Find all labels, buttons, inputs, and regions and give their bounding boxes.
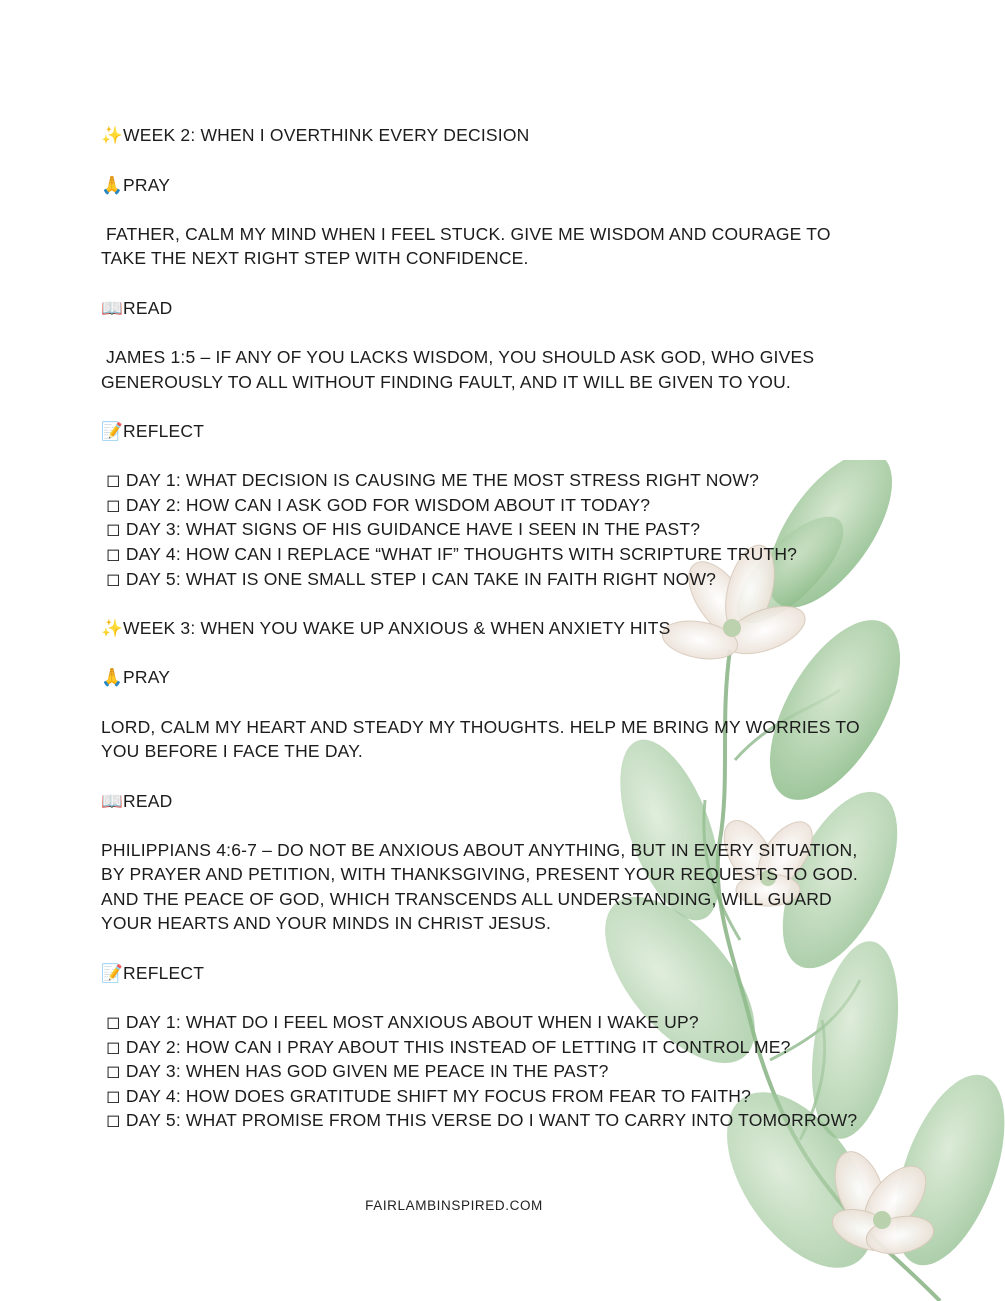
week2-reflect-label: 📝REFLECT — [101, 419, 204, 444]
praying-hands-icon: 🙏 — [101, 667, 123, 687]
memo-icon: 📝 — [101, 421, 123, 441]
week2-day-item: ◻ DAY 5: WHAT IS ONE SMALL STEP I CAN TAKE IN FAITH RIGHT NOW? — [101, 569, 717, 589]
praying-hands-icon: 🙏 — [101, 175, 123, 195]
week3-day-item: ◻ DAY 4: HOW DOES GRATITUDE SHIFT MY FOCUS FROM FEAR TO FAITH? — [101, 1086, 752, 1106]
week3-heading: ✨WEEK 3: WHEN YOU WAKE UP ANXIOUS & WHEN ANXIETY HITS — [101, 616, 671, 641]
week3-day-item: ◻ DAY 5: WHAT PROMISE FROM THIS VERSE DO I WANT TO CARRY INTO TOMORROW? — [101, 1110, 858, 1130]
sparkles-icon: ✨ — [101, 125, 123, 145]
week3-read-label: 📖READ — [101, 789, 172, 814]
week2-prayer-text: FATHER, CALM MY MIND WHEN I FEEL STUCK. GIVE ME WISDOM AND COURAGE TO — [101, 224, 831, 244]
week3-day-item: ◻ DAY 3: WHEN HAS GOD GIVEN ME PEACE IN THE PAST? — [101, 1061, 609, 1081]
open-book-icon: 📖 — [101, 298, 123, 318]
footer-website: FAIRLAMBINSPIRED.COM — [365, 1198, 543, 1213]
week3-scripture-text: PHILIPPIANS 4:6-7 – DO NOT BE ANXIOUS ABOUT ANYTHING, BUT IN EVERY SITUATION, — [101, 840, 858, 860]
week3-day-item: ◻ DAY 2: HOW CAN I PRAY ABOUT THIS INSTEAD OF LETTING IT CONTROL ME? — [101, 1037, 791, 1057]
week2-pray-label: 🙏PRAY — [101, 173, 170, 198]
sparkles-icon: ✨ — [101, 618, 123, 638]
week3-scripture-text: BY PRAYER AND PETITION, WITH THANKSGIVING, PRESENT YOUR REQUESTS TO GOD. — [101, 864, 858, 884]
week2-read-label: 📖READ — [101, 296, 172, 321]
week2-day-item: ◻ DAY 1: WHAT DECISION IS CAUSING ME THE MOST STRESS RIGHT NOW? — [101, 470, 760, 490]
week2-day-item: ◻ DAY 2: HOW CAN I ASK GOD FOR WISDOM ABOUT IT TODAY? — [101, 495, 651, 515]
week2-scripture-text: GENEROUSLY TO ALL WITHOUT FINDING FAULT, AND IT WILL BE GIVEN TO YOU. — [101, 372, 791, 392]
week3-prayer-text: LORD, CALM MY HEART AND STEADY MY THOUGHTS. HELP ME BRING MY WORRIES TO — [101, 717, 860, 737]
week3-prayer-text: YOU BEFORE I FACE THE DAY. — [101, 741, 363, 761]
week3-day-item: ◻ DAY 1: WHAT DO I FEEL MOST ANXIOUS ABOUT WHEN I WAKE UP? — [101, 1012, 699, 1032]
week3-pray-label: 🙏PRAY — [101, 665, 170, 690]
week3-reflect-label: 📝REFLECT — [101, 961, 204, 986]
week3-scripture-text: YOUR HEARTS AND YOUR MINDS IN CHRIST JESUS. — [101, 913, 552, 933]
week3-scripture-text: AND THE PEACE OF GOD, WHICH TRANSCENDS ALL UNDERSTANDING, WILL GUARD — [101, 889, 832, 909]
open-book-icon: 📖 — [101, 791, 123, 811]
week2-day-item: ◻ DAY 3: WHAT SIGNS OF HIS GUIDANCE HAVE I SEEN IN THE PAST? — [101, 519, 701, 539]
week2-scripture-text: JAMES 1:5 – IF ANY OF YOU LACKS WISDOM, YOU SHOULD ASK GOD, WHO GIVES — [101, 347, 815, 367]
week2-day-item: ◻ DAY 4: HOW CAN I REPLACE “WHAT IF” THOUGHTS WITH SCRIPTURE TRUTH? — [101, 544, 798, 564]
memo-icon: 📝 — [101, 963, 123, 983]
week2-prayer-text: TAKE THE NEXT RIGHT STEP WITH CONFIDENCE. — [101, 248, 529, 268]
week2-heading: ✨WEEK 2: WHEN I OVERTHINK EVERY DECISION — [101, 123, 530, 148]
